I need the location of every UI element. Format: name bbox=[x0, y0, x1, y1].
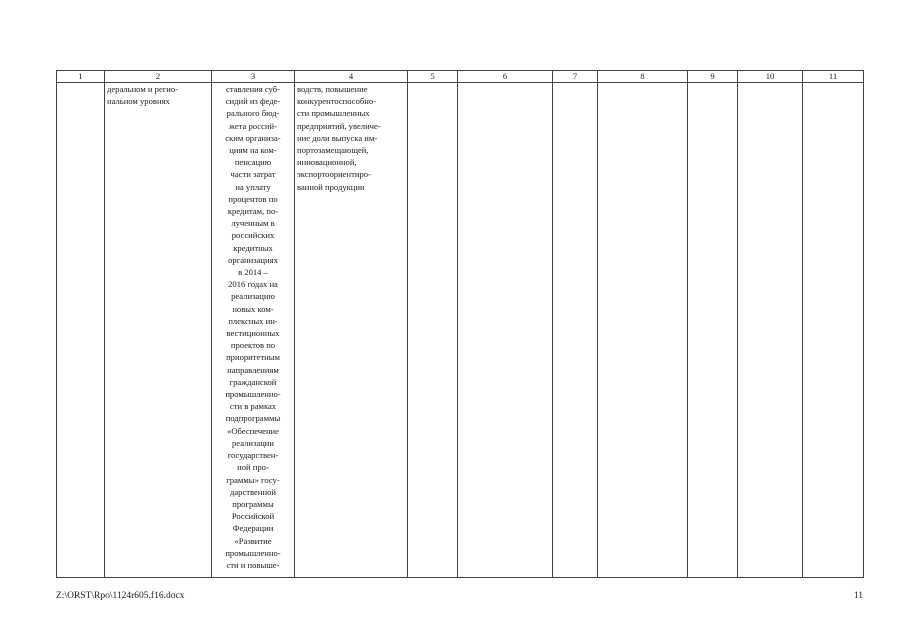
cell-text-3: ставления суб- сидий из феде- рального бюд- жета россий- ским организа- циям на ком- пенсацию части затрат на уплату процентов по кредитам, по- лученным в российских кредитных организациях в 2014 – 2016 годах на реализацию новых ком- плексных ин- вестиционных проектов по приоритетным направлениям гражданской промышленно- сти в рамках подпрограммы «Обеспечение реализации государствен- ной про- граммы» госу- дарственной программы Российской Федерации «Развитие промышленно- сти и повыше- bbox=[225, 84, 281, 570]
table-cell-4 bbox=[295, 83, 408, 578]
table-cell-2 bbox=[105, 83, 212, 578]
column-header-8: 8 bbox=[598, 71, 688, 83]
cell-text-4: водств, повышение конкурентоспособно- сти промышленных предприятий, увеличе- ние доли выпуска им- портозамещающей, инновационной, экспортоориентиро- ванной продукции bbox=[297, 84, 381, 192]
column-header-5: 5 bbox=[408, 71, 458, 83]
column-header-6: 6 bbox=[458, 71, 553, 83]
column-header-3: 3 bbox=[212, 71, 295, 83]
column-header-9: 9 bbox=[688, 71, 738, 83]
footer-file-path: Z:\ORST\Rpo\1124r605.f16.docx bbox=[56, 591, 185, 601]
table-cell-1 bbox=[57, 83, 105, 578]
column-header-10: 10 bbox=[738, 71, 803, 83]
table-cell-3 bbox=[212, 83, 295, 578]
table-cell-9 bbox=[688, 83, 738, 578]
table-cell-11 bbox=[803, 83, 864, 578]
table-cell-8 bbox=[598, 83, 688, 578]
column-header-7: 7 bbox=[553, 71, 598, 83]
table-cell-7 bbox=[553, 83, 598, 578]
table-row bbox=[57, 83, 864, 578]
column-header-2: 2 bbox=[105, 71, 212, 83]
page-number: 11 bbox=[853, 591, 863, 601]
column-header-1: 1 bbox=[57, 71, 105, 83]
table-cell-6 bbox=[458, 83, 553, 578]
column-header-11: 11 bbox=[803, 71, 864, 83]
cell-text-2: деральном и регио- нальном уровнях bbox=[107, 84, 179, 107]
table-cell-5 bbox=[408, 83, 458, 578]
table-cell-10 bbox=[738, 83, 803, 578]
data-table bbox=[56, 70, 864, 578]
header-row bbox=[57, 71, 864, 83]
column-header-4: 4 bbox=[295, 71, 408, 83]
